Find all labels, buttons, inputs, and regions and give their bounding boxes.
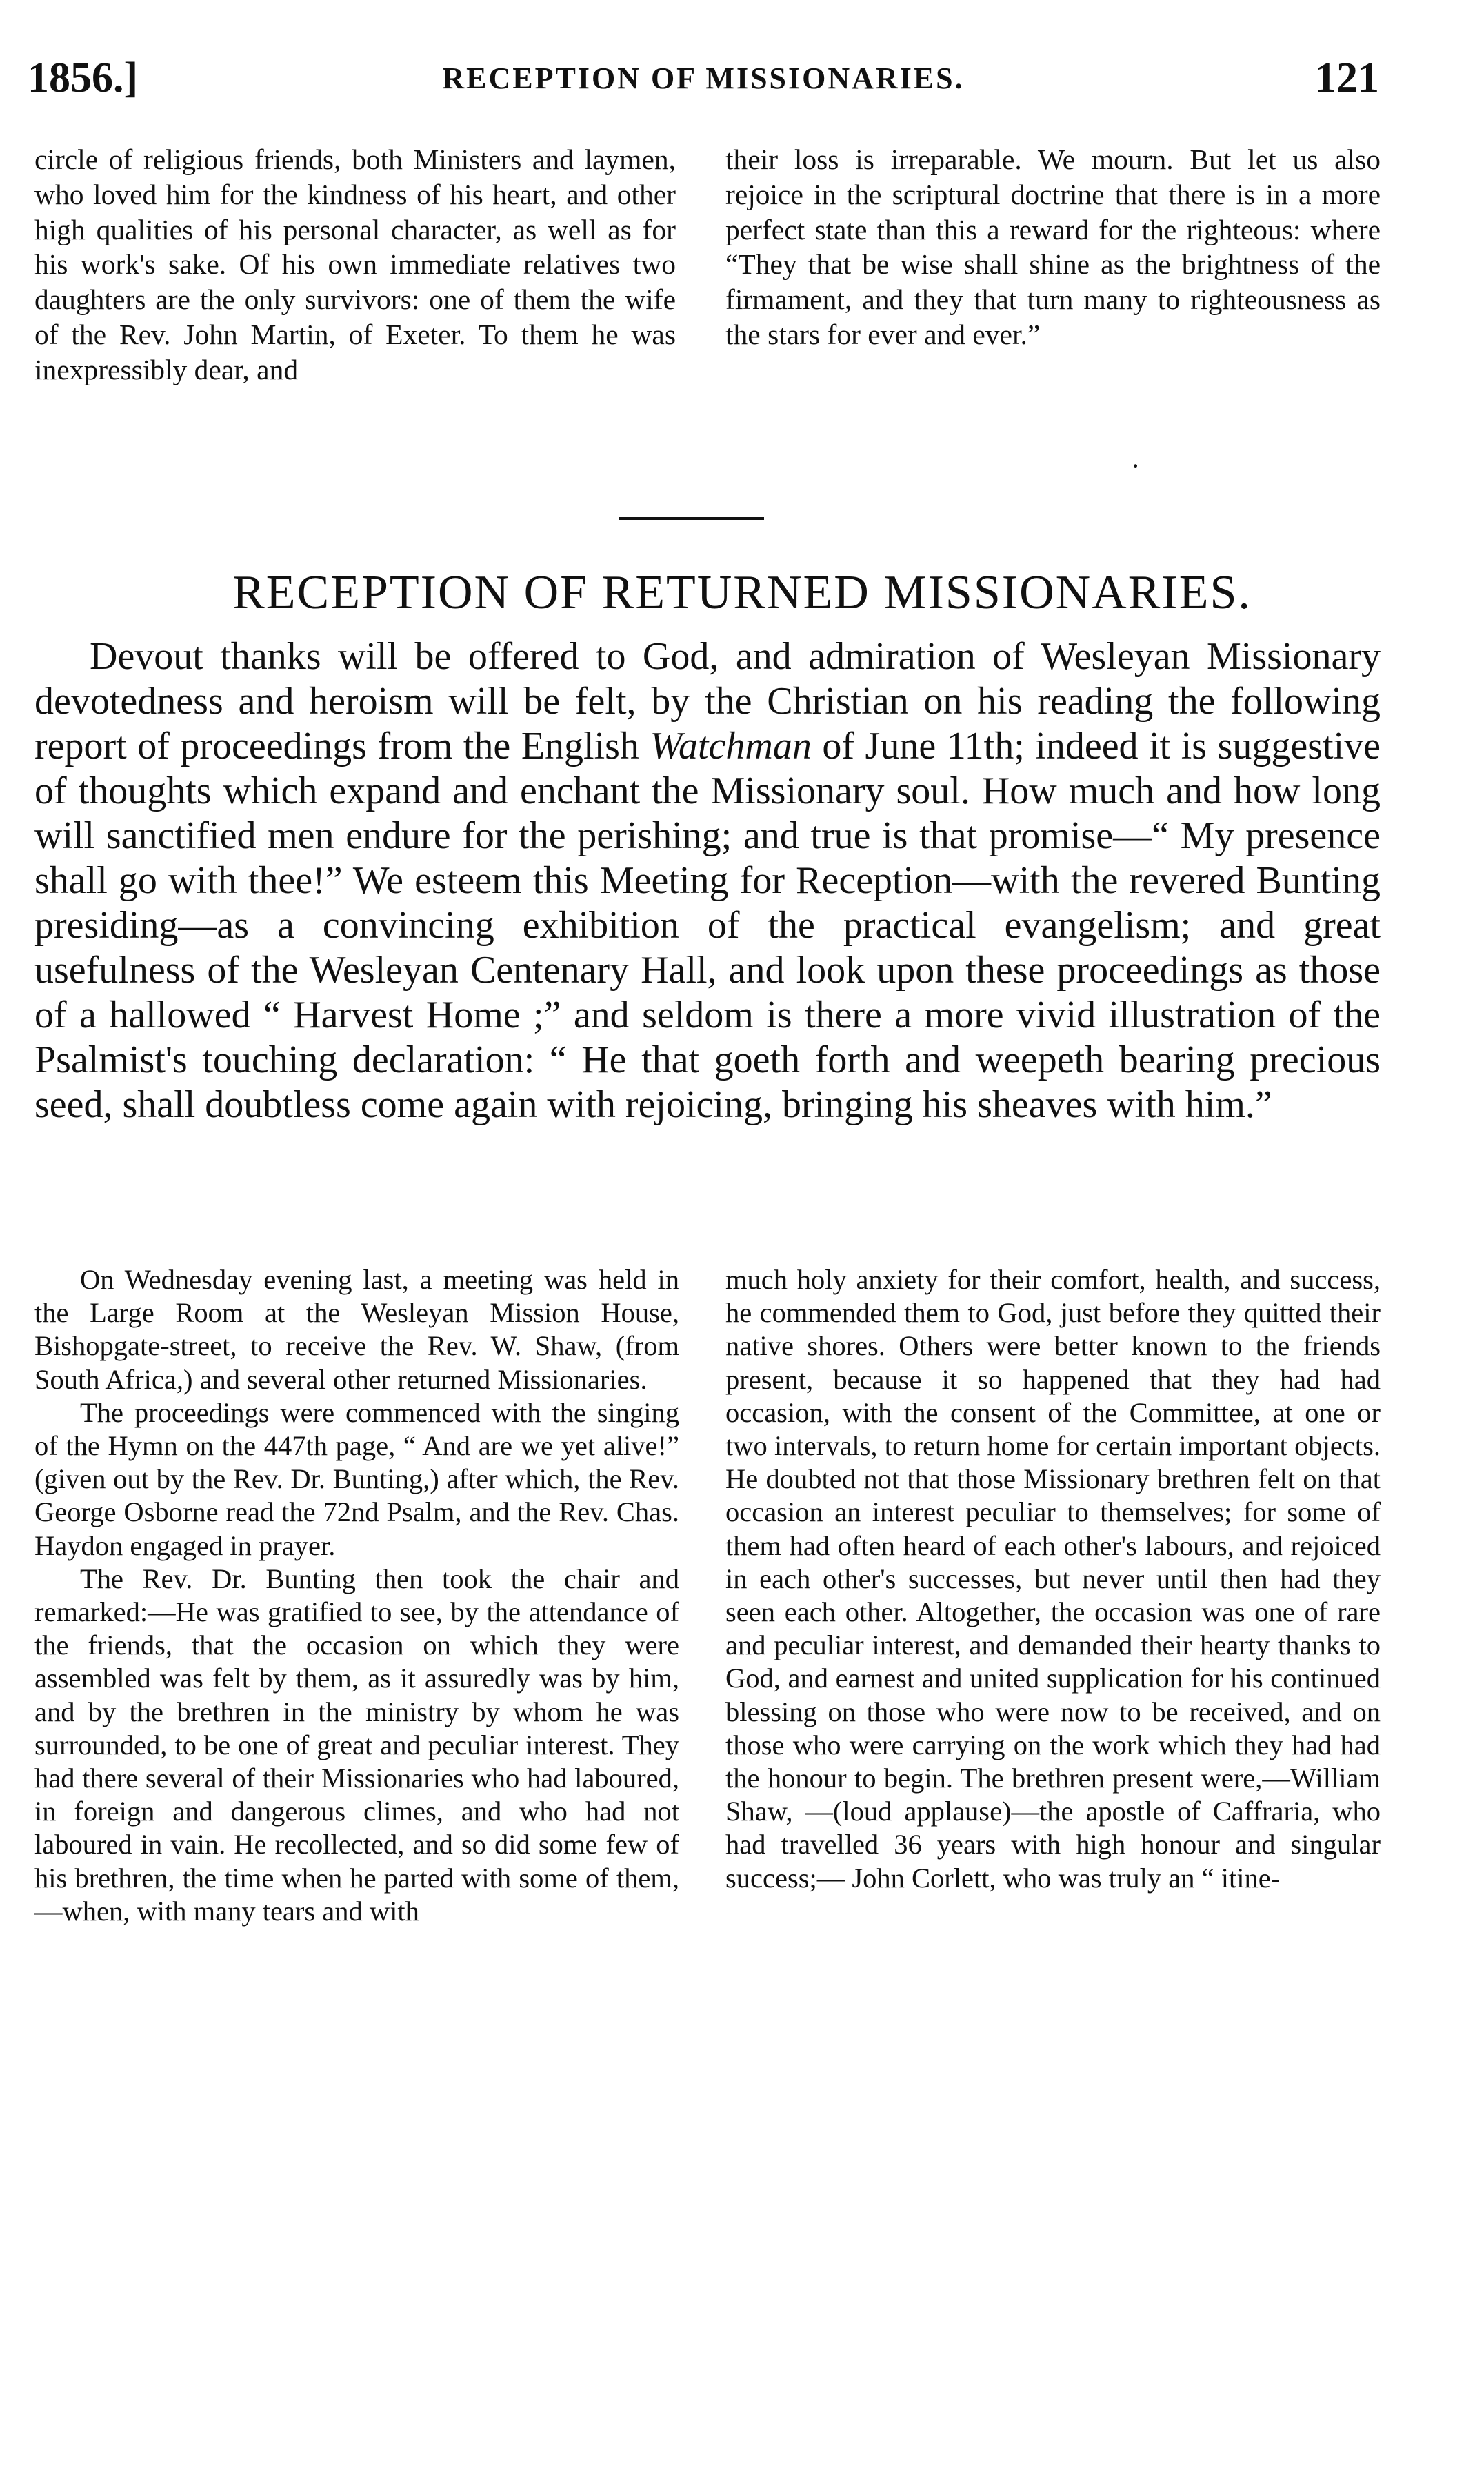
stray-dot: ·	[1131, 450, 1141, 481]
intro-italic-newspaper-name: Watchman	[650, 725, 812, 767]
obituary-continuation-right: their loss is irreparable. We mourn. But let us also rejoice in the scriptural doctrine that there is in a more perfect state than this a reward for the righteous: where “They that be wise shall shine as the brightness of the firmament, and they that turn many to righteousness as the stars for ever and ever.”	[725, 143, 1381, 350]
intro-text-part-2: of June 11th; indeed it is suggestive of thoughts which expand and enchant the Missionary soul. How much and how long will sanctified men endure for the perishing; and true is that promise—“ My presence shall go with thee!” We esteem this Meeting for Reception—with the revered Bunting presiding—as a convincing exhibition of the practical evangelism; and great usefulness of the Wesleyan Centenary Hall, and look upon these proceedings as those of a hallowed “ Harvest Home ;” and seldom is there a more vivid illustration of the Psalmist's touching declaration: “ He that goeth forth and weepeth bearing precious seed, shall doubtless come again with rejoicing, bringing his sheaves with him.”	[34, 725, 1381, 1126]
page-number: 121	[1315, 54, 1379, 101]
running-head-year: 1856.]	[28, 54, 139, 101]
report-paragraph-2: The proceedings were commenced with the singing of the Hymn on the 447th page, “ And are we yet alive!” (given out by the Rev. Dr. Bunting,) after which, the Rev. George Osborne read the 72nd Psalm, and the Rev. Chas. Haydon engaged in prayer.	[34, 1396, 679, 1561]
obituary-continuation-left: circle of religious friends, both Ministers and laymen, who loved him for the kindness of his heart, and other high qualities of his personal character, as well as for his work's sake. Of his own immediate relatives two daughters are the only survivors: one of them the wife of the Rev. John Martin, of Exeter. To them he was inexpressibly dear, and	[34, 143, 676, 385]
running-head-title: RECEPTION OF MISSIONARIES.	[442, 61, 965, 95]
report-paragraph-3: The Rev. Dr. Bunting then took the chair and remarked:—He was gratified to see, by the attendance of the friends, that the occasion on which they were assembled was felt by them, as it assuredly was by him, and by the brethren in the ministry by whom he was surrounded, to be one of great and peculiar interest. They had there several of their Missionaries who had laboured, in foreign and dangerous climes, and who had not laboured in vain. He recollected, and so did some few of his brethren, the time when he parted with some of them,—when, with many tears and with	[34, 1563, 679, 1927]
introduction-paragraph	[34, 634, 1381, 1127]
section-divider-rule	[619, 517, 764, 520]
section-title: RECEPTION OF RETURNED MISSIONARIES.	[232, 566, 1252, 619]
top-left-column	[34, 142, 676, 388]
bottom-left-column	[34, 1263, 679, 1928]
report-paragraph-3-continued: much holy anxiety for their comfort, health, and success, he commended them to God, just before they quitted their native shores. Others were better known to the friends present, because it so happened that they had had occasion, with the consent of the Committee, at one or two intervals, to return home for certain important objects. He doubted not that those Missionary brethren felt on that occasion an interest peculiar to themselves; for some of them had often heard of each other's labours, and rejoiced in each other's successes, but never until then had they seen each other. Altogether, the occasion was one of rare and peculiar interest, and demanded their hearty thanks to God, and earnest and united supplication for his continued blessing on those who were now to be received, and on those who were carrying on the work which they had had the honour to begin. The brethren present were,—William Shaw, —(loud applause)—the apostle of Caffraria, who had travelled 36 years with high honour and singular success;— John Corlett, who was truly an “ itine-	[725, 1264, 1381, 1894]
intro-text-part-1: Devout thanks will be offered to God, and admiration of Wesleyan Missionary devotedness and heroism will be felt, by the Christian on his reading the following report of proceedings from the English	[34, 635, 1381, 767]
report-paragraph-1: On Wednesday evening last, a meeting was held in the Large Room at the Wesleyan Mission House, Bishopgate-street, to receive the Rev. W. Shaw, (from South Africa,) and several other returned Missionaries.	[34, 1264, 679, 1395]
top-right-column	[725, 142, 1381, 352]
running-head	[28, 54, 1379, 109]
bottom-right-column	[725, 1263, 1381, 1895]
